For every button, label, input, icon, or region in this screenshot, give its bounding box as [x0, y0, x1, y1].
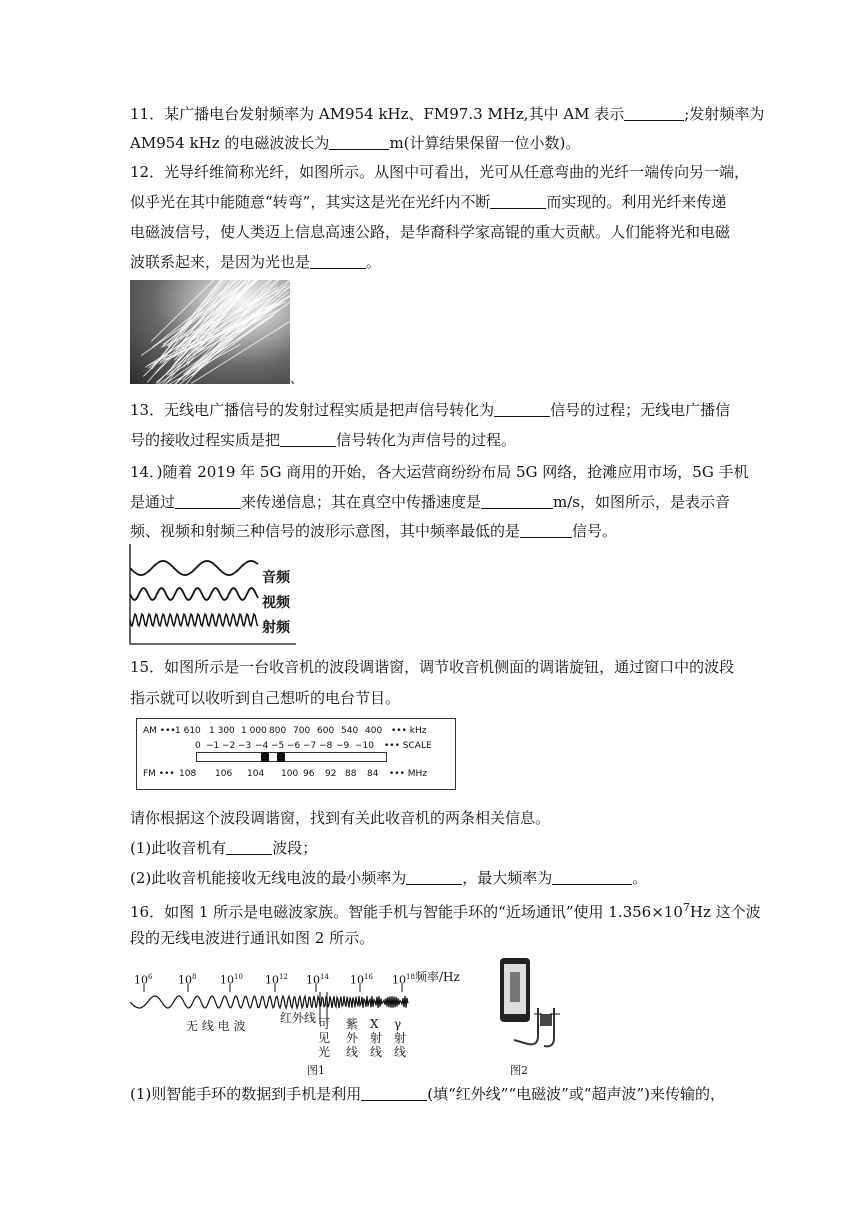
- band-ir-label: 红外线: [280, 1011, 317, 1025]
- q13-line2: 号的接收过程实质是把 信号转化为声信号的过程。: [130, 431, 517, 449]
- scale-row-value: −2: [222, 741, 236, 751]
- fm-row-value: 108: [179, 769, 197, 779]
- am-row-value: 400: [365, 726, 383, 736]
- answer-blank[interactable]: [406, 870, 462, 885]
- band-uv-char: 外: [346, 1031, 359, 1045]
- q14-line3: 频、视频和射频三种信号的波形示意图，其中频率最低的是 信号。: [130, 522, 618, 540]
- answer-blank[interactable]: [329, 135, 389, 150]
- fm-unit: ••• MHz: [389, 769, 428, 779]
- fm-row-value: 104: [247, 769, 265, 779]
- band-x-char: X: [370, 1017, 379, 1031]
- answer-blank[interactable]: [490, 194, 546, 209]
- tuning-bar: [196, 752, 387, 762]
- scale-row-value: 0: [195, 741, 201, 751]
- spectrum-tick-label: $10^8$: [178, 973, 197, 987]
- am-row-value: 1 000: [241, 726, 267, 736]
- q12-line2: 似乎光在其中能随意“转弯”，其实这是光在光纤内不断 而实现的。利用光纤来传递: [130, 193, 727, 211]
- smart-band-icon: [540, 1014, 552, 1026]
- answer-blank[interactable]: [481, 494, 553, 509]
- fm-row-value: 96: [303, 769, 315, 779]
- answer-blank[interactable]: [552, 870, 632, 885]
- spectrum-tick-label: $10^{16}$: [350, 973, 373, 987]
- scale-row-value: −1: [206, 741, 220, 751]
- q15-line3: 请你根据这个波段调谐窗，找到有关此收音机的两条相关信息。: [130, 809, 551, 827]
- scale-row-value: −4: [255, 741, 269, 751]
- video-wave: [130, 588, 258, 600]
- am-row-value: 600: [317, 726, 335, 736]
- answer-blank[interactable]: [520, 523, 572, 538]
- scale-unit: ••• SCALE: [384, 741, 432, 751]
- scale-row-value: −5: [271, 741, 285, 751]
- answer-blank[interactable]: [280, 432, 336, 447]
- scale-row-value: −3: [238, 741, 252, 751]
- scale-row-value: −6: [287, 741, 301, 751]
- answer-blank[interactable]: [310, 254, 366, 269]
- band-gamma-char: γ: [394, 1017, 402, 1031]
- q16-line1: 16．如图 1 所示是电磁波家族。智能手机与智能手环的“近场通讯”使用 $1.356\times 10^7Hz$ 这个波: [130, 901, 761, 921]
- scale-row-value: −9: [336, 741, 350, 751]
- answer-blank[interactable]: [624, 106, 684, 121]
- band-uv-char: 紫: [346, 1017, 359, 1031]
- q11-line2: AM954 kHz 的电磁波波长为 m(计算结果保留一位小数)。: [130, 134, 581, 152]
- tuning-window: [136, 718, 456, 790]
- q13-line1: 13．无线电广播信号的发射过程实质是把声信号转化为 信号的过程；无线电广播信: [130, 401, 731, 419]
- q16-line2: 段的无线电波进行通讯如图 2 所示。: [130, 929, 375, 947]
- q15-line4: (1)此收音机有 波段；: [130, 839, 318, 857]
- wave-label-audio: 音频: [262, 570, 290, 586]
- band-gamma-char: 线: [394, 1045, 407, 1059]
- am-label: AM •••: [143, 726, 176, 736]
- q15-line2: 指示就可以收听到自己想听的电台节目。: [130, 689, 401, 707]
- fm-label: FM •••: [143, 769, 175, 779]
- answer-blank[interactable]: [226, 840, 272, 855]
- answer-blank[interactable]: [361, 1086, 427, 1101]
- spectrum-wave: [130, 996, 408, 1008]
- scale-row-value: −7: [303, 741, 317, 751]
- fm-row-value: 106: [215, 769, 233, 779]
- q12-line3: 电磁波信号，使人类迈上信息高速公路，是华裔科学家高锟的重大贡献。人们能将光和电磁: [130, 223, 731, 241]
- q15-line5: (2)此收音机能接收无线电波的最小频率为 ，最大频率为 。: [130, 869, 648, 887]
- q15-line1: 15．如图所示是一台收音机的波段调谐窗，调节收音机侧面的调谐旋钮，通过窗口中的波段: [130, 658, 735, 676]
- spectrum-tick-label: $10^{12}$: [265, 973, 288, 987]
- scale-row-value: −10: [355, 741, 374, 751]
- spectrum-tick-label: $10^{14}$: [306, 973, 329, 987]
- band-visible-char: 光: [318, 1045, 331, 1059]
- q11-line1: 11．某广播电台发射频率为 AM954 kHz、FM97.3 MHz,其中 AM 表示 ;发射频率为: [130, 105, 765, 123]
- am-row-value: 1 610: [175, 726, 201, 736]
- wave-label-video: 视频: [262, 595, 290, 611]
- spectrum-tick-label: $10^6$: [134, 973, 153, 987]
- spectrum-tick-label: $10^{10}$: [220, 973, 243, 987]
- optical-fiber-photo: [130, 280, 290, 384]
- spectrum-tick-label: $10^{18}$: [392, 973, 415, 987]
- audio-wave: [130, 561, 258, 575]
- tuning-pointer[interactable]: [261, 752, 269, 762]
- band-visible-char: 可: [318, 1017, 331, 1031]
- rf-wave: [130, 614, 258, 626]
- q12-line4: 波联系起来，是因为光也是 。: [130, 253, 382, 271]
- am-unit: ••• kHz: [391, 726, 427, 736]
- q12-line1: 12．光导纤维简称光纤，如图所示。从图中可看出，光可从任意弯曲的光纤一端传向另一端，: [130, 163, 750, 181]
- am-row-value: 700: [293, 726, 311, 736]
- freq-axis-label: 频率/Hz: [415, 970, 460, 984]
- fm-row-value: 92: [325, 769, 337, 779]
- band-gamma-char: 射: [394, 1031, 407, 1045]
- answer-blank[interactable]: [175, 494, 241, 509]
- fig1-caption: 图1: [307, 1064, 325, 1077]
- am-row-value: 1 300: [209, 726, 235, 736]
- scale-row-value: −8: [319, 741, 333, 751]
- answer-blank[interactable]: [494, 402, 550, 417]
- q16-line3: (1)则智能手环的数据到手机是利用 (填“红外线”“电磁波”或“超声波”)来传输的，: [130, 1085, 725, 1103]
- am-row-value: 800: [269, 726, 287, 736]
- q14-line2: 是通过 来传递信息；其在真空中传播速度是 m/s，如图所示，是表示音: [130, 493, 731, 511]
- fig2-caption: 图2: [510, 1064, 528, 1077]
- q14-line1: 14．)随着 2019 年 5G 商用的开始，各大运营商纷纷布局 5G 网络，抢滩应用市场，5G 手机: [130, 463, 749, 481]
- band-visible-char: 见: [318, 1031, 331, 1045]
- band-radio-label: 无 线 电 波: [186, 1019, 246, 1033]
- am-row-value: 540: [341, 726, 359, 736]
- wave-label-rf: 射频: [262, 620, 290, 636]
- fm-row-value: 84: [367, 769, 379, 779]
- band-x-char: 射: [370, 1031, 383, 1045]
- phone-band-figure: [494, 956, 574, 1056]
- em-spectrum-figure: [130, 962, 470, 1059]
- fm-row-value: 88: [345, 769, 357, 779]
- fm-row-value: 100: [281, 769, 299, 779]
- band-uv-char: 线: [346, 1045, 359, 1059]
- band-x-char: 线: [370, 1045, 383, 1059]
- photo-mark: 、: [290, 372, 304, 387]
- tuning-pointer[interactable]: [277, 752, 285, 762]
